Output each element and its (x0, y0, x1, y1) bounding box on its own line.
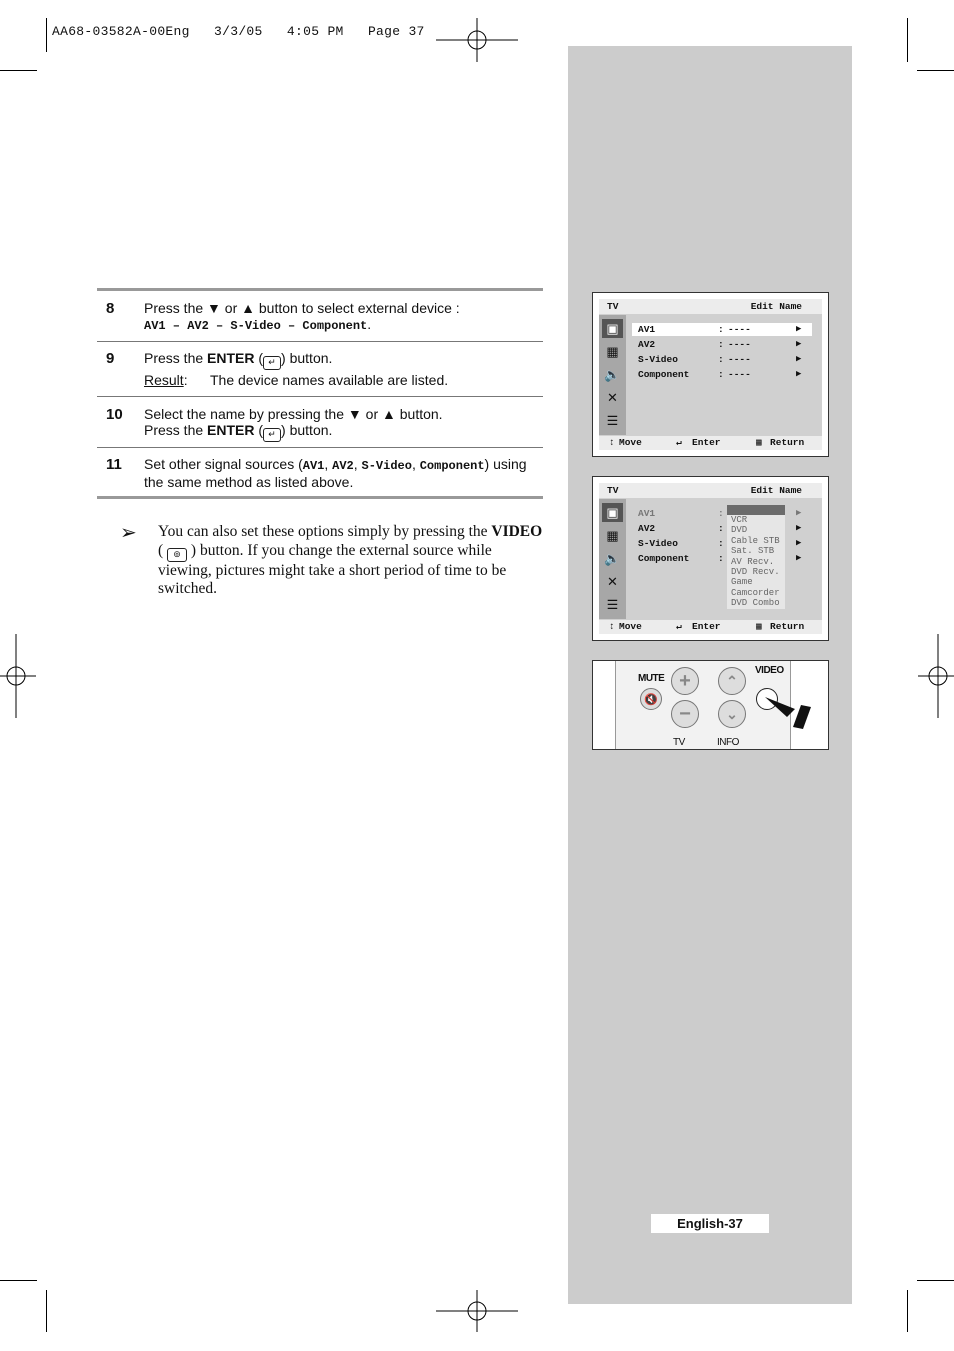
row-colon: : (718, 538, 724, 549)
tv-screen-edit-name (592, 292, 829, 457)
row-value: ---- (728, 369, 751, 380)
footer-move: Move (619, 437, 642, 448)
text: ( (254, 350, 264, 366)
enter-icon: ↵ (676, 437, 682, 448)
text: : (183, 372, 188, 388)
menu-icon: ▦ (756, 621, 762, 632)
row-colon: : (718, 553, 724, 564)
step-text (144, 350, 332, 370)
text: button. (395, 406, 443, 422)
dropdown-option[interactable]: Sat. STB (731, 546, 775, 557)
text: , (353, 456, 362, 472)
table-bottom-rule (97, 496, 543, 499)
volume-up-button: + (671, 667, 699, 695)
crop-mark (907, 18, 908, 62)
down-arrow-icon: ▼ (207, 300, 221, 316)
osd-footer (599, 436, 822, 450)
print-header: AA68-03582A-00Eng 3/3/05 4:05 PM Page 37 (52, 24, 425, 39)
source-name: S-Video (361, 459, 412, 473)
row-label: Component (638, 369, 690, 380)
text: ) button. If you change the external source while viewing, pictures might take a short period of time to be switched. (158, 541, 507, 597)
enter-word: ENTER (207, 422, 255, 438)
page-number-label: English-37 (651, 1214, 769, 1233)
step-result (144, 372, 449, 388)
osd-title: Edit Name (750, 301, 802, 312)
step-text (144, 300, 460, 334)
screen-osd (599, 483, 822, 634)
row-value: ---- (728, 354, 751, 365)
step-number: 10 (106, 406, 123, 423)
right-arrow-icon: ▶ (796, 523, 802, 533)
mute-icon: 🔇 (640, 688, 662, 710)
crop-mark (0, 1280, 37, 1281)
text: You can also set these options simply by pressing the (158, 523, 492, 540)
footer-enter: Enter (692, 437, 721, 448)
osd-row-av2[interactable] (632, 338, 812, 351)
text: Press the (144, 350, 208, 366)
row-divider (97, 447, 543, 448)
up-down-icon: ↕ (609, 437, 615, 448)
row-label: AV1 (638, 324, 656, 335)
source-name: Component (419, 459, 485, 473)
volume-down-button: − (671, 700, 699, 728)
sound-icon: 🔈 (604, 366, 621, 382)
text: ) button. (281, 350, 333, 366)
text: ( (254, 422, 264, 438)
dropdown-option[interactable]: Camcorder (731, 587, 780, 598)
up-arrow-icon: ▲ (241, 300, 255, 316)
osd-row-component[interactable] (632, 552, 812, 565)
crop-mark (907, 1290, 908, 1332)
picture-icon: ▦ (606, 527, 619, 543)
row-label: AV2 (638, 523, 656, 534)
crop-mark (917, 70, 954, 71)
sound-icon: 🔈 (604, 550, 621, 566)
setup-icon: ☰ (606, 596, 619, 612)
text: or (220, 300, 242, 316)
channel-down-button: ⌄ (718, 700, 746, 728)
remote-control-illustration (592, 660, 829, 750)
dropdown-option[interactable]: Cable STB (731, 535, 780, 546)
osd-row-svideo[interactable] (632, 353, 812, 366)
right-arrow-icon: ▶ (796, 354, 802, 364)
text: or (361, 406, 382, 422)
osd-icon-column (599, 315, 626, 435)
osd-tv-label: TV (607, 301, 619, 312)
dropdown-option[interactable]: VCR (731, 515, 748, 525)
osd-header (599, 299, 822, 314)
osd-icon-column (599, 499, 626, 619)
tv-label: TV (673, 737, 685, 748)
right-arrow-icon: ▶ (796, 553, 802, 563)
row-label: S-Video (638, 538, 678, 549)
info-label: INFO (717, 737, 739, 748)
result-text: The device names available are listed. (210, 372, 449, 388)
footer-enter: Enter (692, 621, 721, 632)
row-value: ---- (728, 324, 751, 335)
text: Press the (144, 300, 208, 316)
osd-row-av1[interactable] (632, 323, 812, 336)
right-arrow-icon: ▶ (796, 508, 802, 518)
row-label: S-Video (638, 354, 678, 365)
crop-mark (917, 1280, 954, 1281)
text: . (367, 316, 372, 332)
registration-mark-icon (0, 634, 36, 718)
right-arrow-icon: ▶ (796, 339, 802, 349)
footer-move: Move (619, 621, 642, 632)
note-text (158, 523, 544, 599)
enter-word: ENTER (207, 350, 255, 366)
enter-icon: ↵ (263, 356, 281, 370)
row-colon: : (718, 339, 724, 350)
registration-mark-icon (918, 634, 954, 718)
registration-mark-icon (436, 1290, 518, 1332)
text: ) using (484, 456, 527, 472)
dropdown-option[interactable]: Game (731, 577, 753, 588)
dropdown-option[interactable]: DVD Combo (731, 598, 780, 609)
video-label: VIDEO (755, 665, 784, 676)
text: ( (158, 541, 168, 559)
input-icon: ▣ (602, 503, 623, 522)
row-colon: : (718, 354, 724, 365)
step-text (144, 406, 443, 442)
right-arrow-icon: ▶ (796, 369, 802, 379)
crop-mark (46, 1290, 47, 1332)
dropdown-option[interactable]: AV Recv. (731, 556, 775, 567)
picture-icon: ▦ (606, 343, 619, 359)
osd-row-svideo[interactable] (632, 537, 812, 550)
step-number: 11 (106, 456, 122, 473)
tv-screen-edit-name-dropdown (592, 476, 829, 641)
enter-icon: ↵ (263, 428, 281, 442)
osd-title: Edit Name (750, 485, 802, 496)
step-text (144, 456, 527, 490)
device-name-dropdown[interactable] (727, 505, 785, 609)
registration-mark-icon (436, 18, 518, 62)
text: Select the name by pressing the (144, 406, 348, 422)
footer-return: Return (770, 621, 805, 632)
dropdown-option[interactable]: DVD (731, 525, 748, 536)
dropdown-selection-bar (727, 505, 785, 515)
down-arrow-icon: ▼ (347, 406, 362, 422)
up-arrow-icon: ▲ (382, 406, 396, 422)
row-divider (97, 341, 543, 342)
channel-icon: ✕ (607, 389, 618, 405)
text: , (324, 456, 333, 472)
enter-icon: ↵ (676, 621, 682, 632)
row-divider (97, 396, 543, 397)
channel-up-button: ⌃ (718, 667, 746, 695)
osd-row-av2[interactable] (632, 522, 812, 535)
text: Press the (144, 422, 208, 438)
row-colon: : (718, 523, 724, 534)
osd-tv-label: TV (607, 485, 619, 496)
source-name: AV1 (302, 459, 325, 473)
text: the same method as listed above. (144, 474, 354, 490)
right-arrow-icon: ▶ (796, 324, 802, 334)
text: ) button. (281, 422, 333, 438)
row-label: AV2 (638, 339, 656, 350)
input-icon: ▣ (602, 319, 623, 338)
video-word: VIDEO (491, 523, 543, 540)
osd-footer (599, 620, 822, 634)
osd-row-av1[interactable] (632, 507, 812, 520)
dropdown-option[interactable]: DVD Recv. (731, 567, 780, 578)
text: , (411, 456, 420, 472)
crop-mark (0, 70, 37, 71)
note-arrow-icon: ➢ (120, 522, 137, 544)
mute-label: MUTE (638, 673, 665, 684)
text: button to select external device : (254, 300, 460, 316)
row-colon: : (718, 369, 724, 380)
video-source-icon: ⊚ (167, 548, 187, 562)
pointing-hand-icon (765, 697, 815, 733)
osd-header (599, 483, 822, 498)
table-top-rule (97, 288, 543, 291)
channel-icon: ✕ (607, 573, 618, 589)
up-down-icon: ↕ (609, 621, 615, 632)
row-colon: : (718, 508, 724, 519)
row-label: Component (638, 553, 690, 564)
step-number: 8 (106, 300, 115, 317)
screen-osd (599, 299, 822, 450)
right-arrow-icon: ▶ (796, 538, 802, 548)
source-name: AV2 (332, 459, 354, 473)
text: Set other signal sources ( (144, 456, 303, 472)
result-label: Result (144, 372, 184, 388)
osd-row-component[interactable] (632, 368, 812, 381)
row-colon: : (718, 324, 724, 335)
source-list: AV1 – AV2 – S-Video – Component (144, 319, 368, 333)
setup-icon: ☰ (606, 412, 619, 428)
row-label: AV1 (638, 508, 656, 519)
menu-icon: ▦ (756, 437, 762, 448)
row-value: ---- (728, 339, 751, 350)
crop-mark (46, 18, 47, 52)
footer-return: Return (770, 437, 805, 448)
step-number: 9 (106, 350, 115, 367)
